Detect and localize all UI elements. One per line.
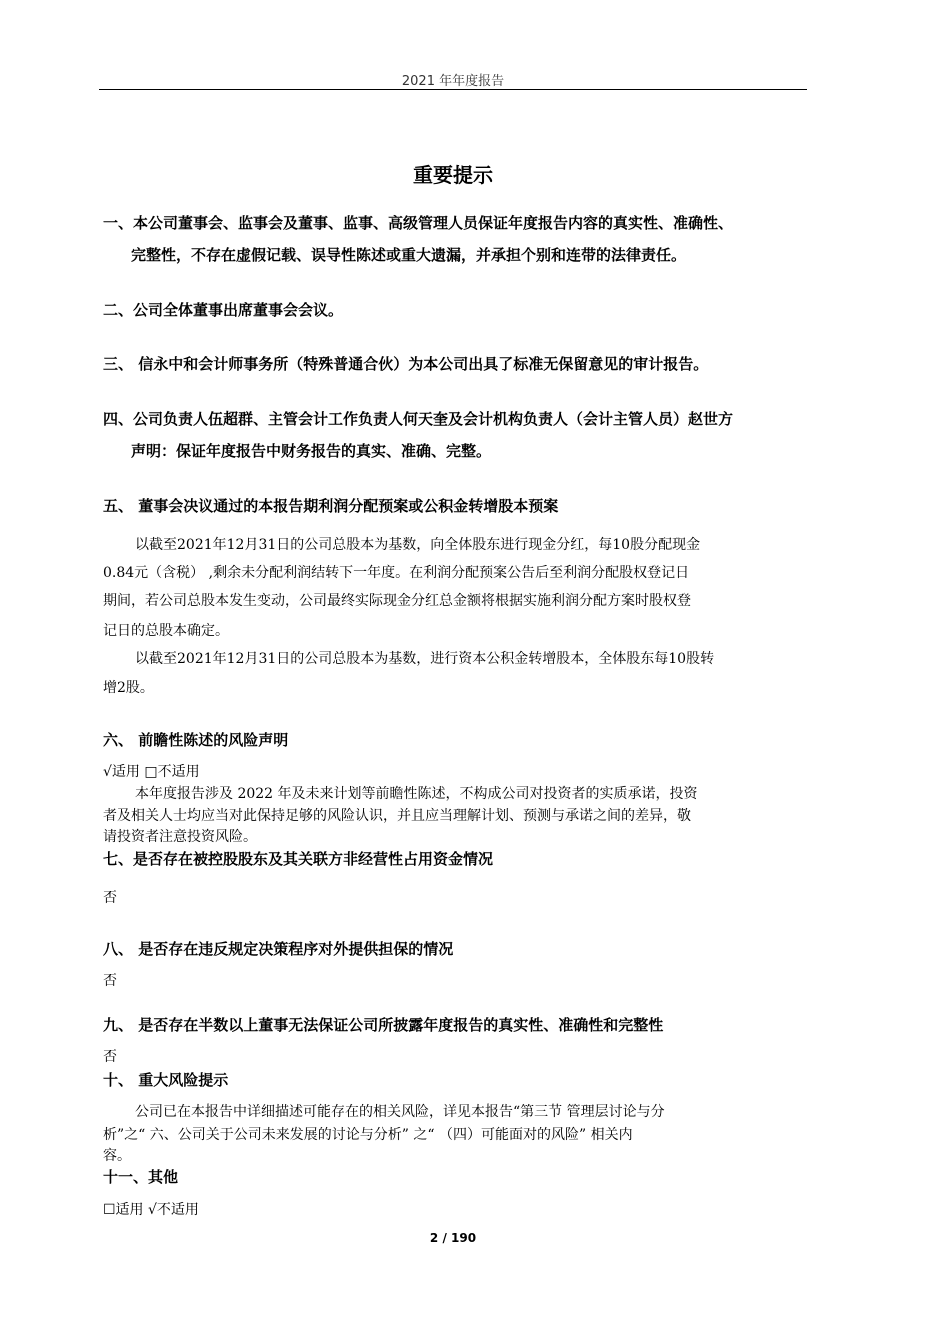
- section-4-line-1: 四、公司负责人伍超群、主管会计工作负责人何天奎及会计机构负责人（会计主管人员）赵世方: [103, 410, 734, 428]
- section-6-text-line: 者及相关人士均应当对此保持足够的风险认识，并且应当理解计划、预测与承诺之间的差异，敬: [103, 808, 691, 824]
- section-10-text-line: 析”之“ 六、公司关于公司未来发展的讨论与分析” 之“ （四）可能面对的风险” 相关内: [103, 1127, 633, 1143]
- section-1-line-1: 一、本公司董事会、监事会及董事、监事、高级管理人员保证年度报告内容的真实性、准确性、: [103, 214, 734, 232]
- section-1-line-2: 完整性，不存在虚假记载、误导性陈述或重大遗漏，并承担个别和连带的法律责任。: [131, 246, 687, 264]
- section-3: 三、 信永中和会计师事务所（特殊普通合伙）为本公司出具了标准无保留意见的审计报告。: [103, 355, 709, 373]
- section-10-text-line: 容。: [103, 1148, 131, 1164]
- section-7-title: 七、是否存在被控股股东及其关联方非经营性占用资金情况: [103, 850, 494, 868]
- section-8-answer: 否: [103, 973, 117, 989]
- section-6-text-line: 本年度报告涉及 2022 年及未来计划等前瞻性陈述，不构成公司对投资者的实质承诺，投资: [135, 786, 698, 802]
- section-5-para-1-line: 记日的总股本确定。: [103, 623, 229, 639]
- section-5-para-2-line: 以截至2021年12月31日的公司总股本为基数，进行资本公积金转增股本，全体股东每10股转: [135, 651, 715, 667]
- section-11-title: 十一、其他: [103, 1168, 179, 1186]
- section-2: 二、公司全体董事出席董事会会议。: [103, 301, 344, 319]
- section-10-title: 十、 重大风险提示: [103, 1071, 229, 1089]
- section-9-answer: 否: [103, 1049, 117, 1065]
- section-10-text-line: 公司已在本报告中详细描述可能存在的相关风险，详见本报告“第三节 管理层讨论与分: [135, 1104, 665, 1120]
- section-6-text-line: 请投资者注意投资风险。: [103, 829, 257, 845]
- section-11-applicability: ☐适用 √不适用: [103, 1202, 199, 1218]
- section-9-title: 九、 是否存在半数以上董事无法保证公司所披露年度报告的真实性、准确性和完整性: [103, 1016, 664, 1034]
- section-5-para-1-line: 0.84元（含税） ,剩余未分配利润结转下一年度。在利润分配预案公告后至利润分配股权登记日: [103, 565, 690, 581]
- section-5-para-1-line: 以截至2021年12月31日的公司总股本为基数，向全体股东进行现金分红，每10股分配现金: [135, 537, 701, 553]
- section-4-line-2: 声明：保证年度报告中财务报告的真实、准确、完整。: [131, 442, 492, 460]
- section-5-para-2-line: 增2股。: [103, 680, 154, 696]
- page-number: 2 / 190: [429, 1231, 477, 1245]
- section-6-title: 六、 前瞻性陈述的风险声明: [103, 731, 289, 749]
- header-divider: [99, 89, 807, 90]
- section-5-title: 五、 董事会决议通过的本报告期利润分配预案或公积金转增股本预案: [103, 497, 559, 515]
- section-6-applicability: √适用 □不适用: [103, 764, 200, 780]
- section-8-title: 八、 是否存在违反规定决策程序对外提供担保的情况: [103, 940, 454, 958]
- section-7-answer: 否: [103, 890, 117, 906]
- page-title: 重要提示: [413, 163, 493, 187]
- section-5-para-1-line: 期间，若公司总股本发生变动，公司最终实际现金分红总金额将根据实施利润分配方案时股权登: [103, 593, 691, 609]
- header-title: 2021 年年度报告: [401, 74, 505, 89]
